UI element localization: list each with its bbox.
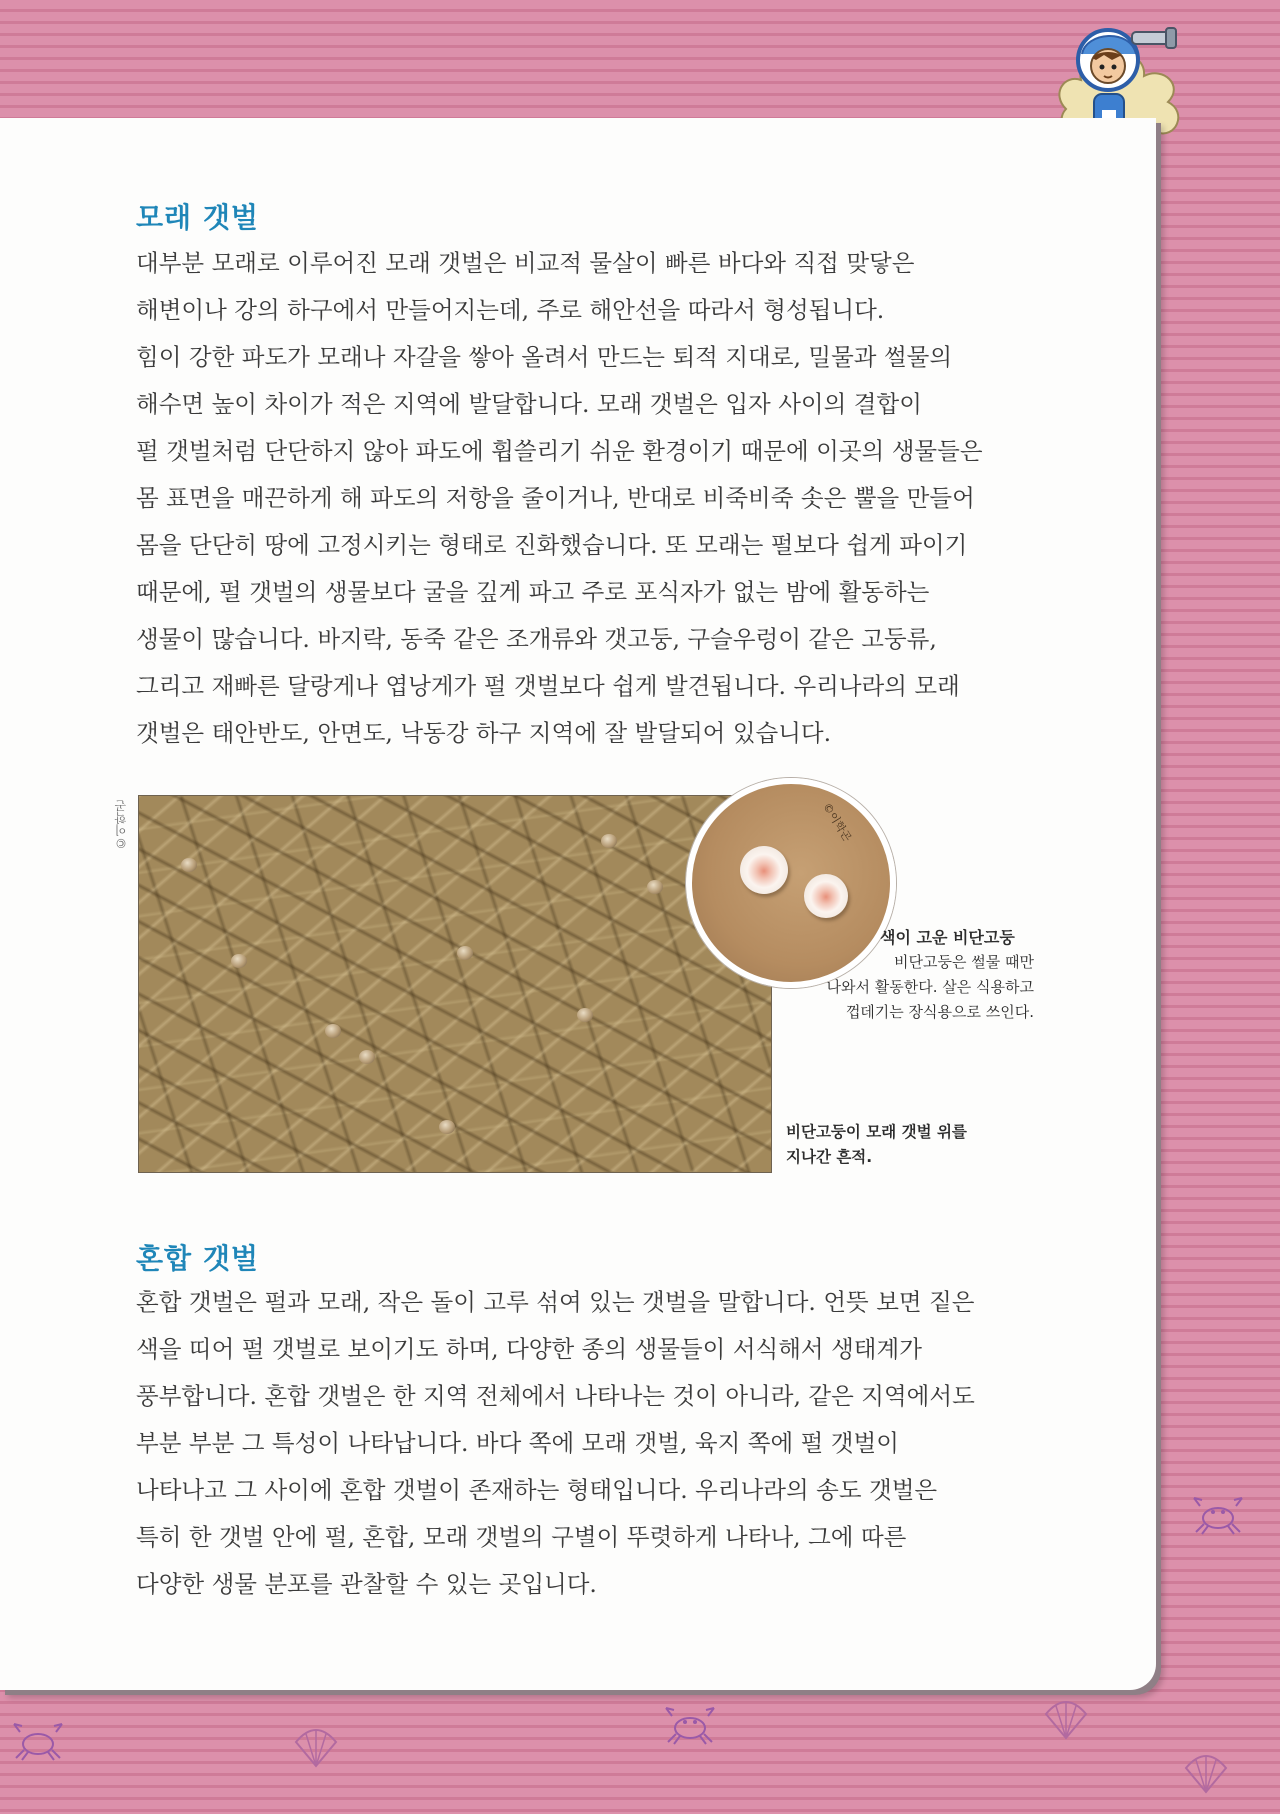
paragraph-line: 다양한 생물 분포를 관찰할 수 있는 곳입니다. <box>136 1570 597 1598</box>
scallop-icon <box>1180 1748 1232 1796</box>
shell-silk-snail <box>740 846 788 894</box>
caption-line: 나와서 활동한다. 살은 식용하고 <box>826 978 1034 996</box>
paragraph-line: 나타나고 그 사이에 혼합 갯벌이 존재하는 형태입니다. 우리나라의 송도 갯벌은 <box>136 1476 938 1504</box>
paragraph-line: 대부분 모래로 이루어진 모래 갯벌은 비교적 물살이 빠른 바다와 직접 맞닿은 <box>136 249 915 277</box>
sand-trails-photo <box>138 795 772 1173</box>
snail-shell <box>231 954 247 968</box>
snail-shell <box>577 1008 593 1022</box>
paragraph-line: 몸을 단단히 땅에 고정시키는 형태로 진화했습니다. 또 모래는 펄보다 쉽게 파이기 <box>136 531 968 559</box>
paragraph-line: 갯벌은 태안반도, 안면도, 낙동강 하구 지역에 잘 발달되어 있습니다. <box>136 719 832 747</box>
paragraph-line: 몸 표면을 매끈하게 해 파도의 저항을 줄이거나, 반대로 비죽비죽 솟은 뿔을 만들어 <box>136 484 975 512</box>
snail-shell <box>181 858 197 872</box>
paragraph-line: 해변이나 강의 하구에서 만들어지는데, 주로 해안선을 따라서 형성됩니다. <box>136 296 885 324</box>
paragraph-line: 해수면 높이 차이가 적은 지역에 발달합니다. 모래 갯벌은 입자 사이의 결합이 <box>136 390 922 418</box>
crab-icon <box>1190 1494 1246 1536</box>
paragraph-line: 부분 부분 그 특성이 나타납니다. 바다 쪽에 모래 갯벌, 육지 쪽에 펄 갯벌이 <box>136 1429 899 1457</box>
inset-caption-title: 색이 고운 비단고둥 <box>880 928 1015 947</box>
scallop-icon <box>1040 1694 1092 1742</box>
paragraph-line: 때문에, 펄 갯벌의 생물보다 굴을 깊게 파고 주로 포식자가 없는 밤에 활동하는 <box>136 578 930 606</box>
paragraph-line: 펄 갯벌처럼 단단하지 않아 파도에 휩쓸리기 쉬운 환경이기 때문에 이곳의 생물들은 <box>136 437 983 465</box>
main-photo-caption <box>786 1120 967 1170</box>
paragraph-line: 풍부합니다. 혼합 갯벌은 한 지역 전체에서 나타나는 것이 아니라, 같은 지역에서도 <box>136 1382 975 1410</box>
shell-silk-snail <box>804 874 848 918</box>
paragraph-line: 색을 띠어 펄 갯벌로 보이기도 하며, 다양한 종의 생물들이 서식해서 생태계가 <box>136 1335 922 1363</box>
snail-shell <box>439 1120 455 1134</box>
crab-icon <box>10 1720 66 1762</box>
caption-line: 비단고둥은 썰물 때만 <box>894 953 1034 971</box>
snail-shell <box>647 880 663 894</box>
section-paragraph-mixed-flat <box>136 1279 1076 1608</box>
snail-shell <box>601 834 617 848</box>
photo-credit-inset: ©이학곤 <box>820 800 854 844</box>
snail-shell <box>325 1024 341 1038</box>
crab-icon <box>662 1704 718 1746</box>
paragraph-line: 힘이 강한 파도가 모래나 자갈을 쌓아 올려서 만드는 퇴적 지대로, 밀물과 썰물의 <box>136 343 953 371</box>
caption-line: 껍데기는 장식용으로 쓰인다. <box>845 1003 1034 1021</box>
caption-line: 지나간 흔적. <box>786 1148 873 1166</box>
snail-shell <box>359 1050 375 1064</box>
paragraph-line: 혼합 갯벌은 펄과 모래, 작은 돌이 고루 섞여 있는 갯벌을 말합니다. 언뜻 보면 짙은 <box>136 1288 975 1316</box>
snail-shell <box>457 946 473 960</box>
scallop-icon <box>290 1722 342 1770</box>
section-paragraph-sand-flat <box>136 240 1076 757</box>
paragraph-line: 생물이 많습니다. 바지락, 동죽 같은 조개류와 갯고둥, 구슬우렁이 같은 고둥류, <box>136 625 937 653</box>
paragraph-line: 그리고 재빠른 달랑게나 엽낭게가 펄 갯벌보다 쉽게 발견됩니다. 우리나라의 모래 <box>136 672 960 700</box>
inset-caption-body <box>780 950 1034 1025</box>
section-heading-mixed-flat: 혼합 갯벌 <box>136 1242 259 1275</box>
paragraph-line: 특히 한 갯벌 안에 펄, 혼합, 모래 갯벌의 구별이 뚜렷하게 나타나, 그에 따른 <box>136 1523 907 1551</box>
section-heading-sand-flat: 모래 갯벌 <box>136 201 259 234</box>
caption-line: 비단고둥이 모래 갯벌 위를 <box>786 1123 967 1141</box>
photo-credit-main: ©이학곤 <box>114 800 128 850</box>
